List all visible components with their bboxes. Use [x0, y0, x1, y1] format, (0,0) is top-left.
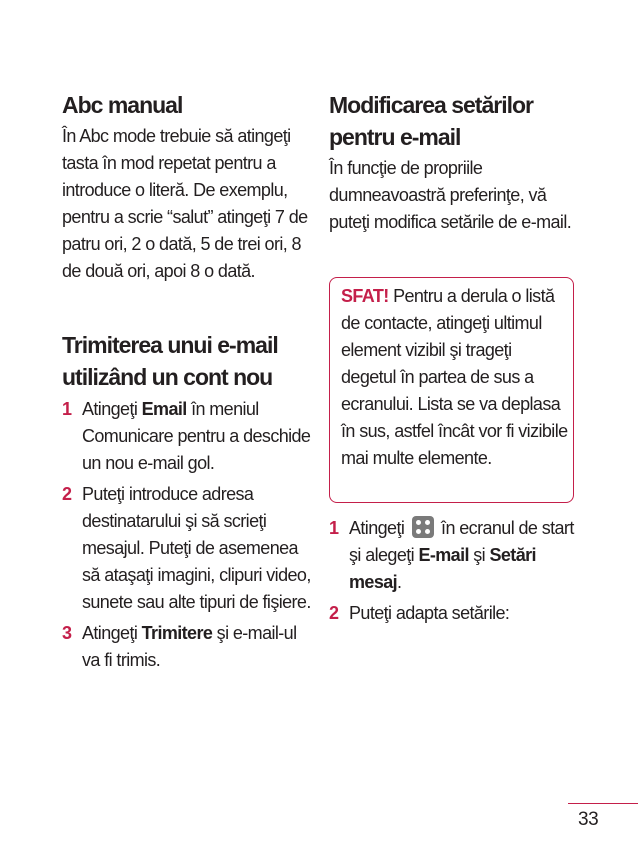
- page-number-rule: [568, 803, 638, 804]
- step-text-part: Atingeţi: [82, 399, 142, 419]
- step-bold: Trimitere: [141, 623, 213, 643]
- step-number: 3: [62, 623, 73, 643]
- send-steps-list: [62, 396, 314, 674]
- step-text: Puteţi adapta setările:: [349, 603, 510, 623]
- step-bold: Email: [141, 399, 187, 419]
- step-number: 1: [62, 399, 73, 419]
- step-text-part: şi e-mail-ul va fi trimis.: [82, 623, 297, 670]
- list-item: [62, 620, 314, 674]
- step-text-part: Atingeţi: [349, 518, 409, 538]
- step-text-part: Atingeţi: [82, 623, 142, 643]
- tip-body: Pentru a derula o listă de contacte, atingeţi ultimul element vizibil şi trageţi degetul în partea de sus a ecranului. Lista se va deplasa în sus, astfel încât vor fi vizibile mai multe elemente.: [341, 286, 568, 468]
- step-text: [82, 620, 314, 674]
- step-number: 2: [62, 484, 73, 504]
- send-email-heading: Trimiterea unui e-mail utilizând un cont nou: [62, 332, 278, 390]
- step-number: 2: [329, 603, 340, 623]
- tip-text: [341, 283, 569, 472]
- step-text: [82, 396, 314, 477]
- step-text-part: în ecranul de start şi alegeţi: [349, 518, 574, 565]
- page-number: 33: [578, 809, 599, 830]
- step-text-part: .: [397, 572, 402, 592]
- step-number: 1: [329, 518, 340, 538]
- apps-grid-icon: [412, 516, 434, 538]
- tip-box: [329, 277, 574, 503]
- list-item: [329, 600, 589, 627]
- list-item: [62, 481, 314, 616]
- settings-steps-list: [329, 515, 579, 627]
- abc-manual-heading: Abc manual: [62, 92, 183, 118]
- step-bold: Setări mesaj: [349, 545, 536, 592]
- list-item: [62, 396, 314, 477]
- step-text: Puteţi introduce adresa destinatarului şi să scrieţi mesajul. Puteţi de asemenea să ataşaţi imagini, clipuri video, sunete sau alte tipuri de fişiere.: [82, 484, 311, 612]
- list-item: [329, 515, 589, 596]
- email-settings-intro: În funcţie de propriile dumneavoastră preferinţe, vă puteţi modifica setările de e-mail.: [329, 158, 572, 232]
- step-text-part: şi: [468, 545, 490, 565]
- email-settings-heading: Modificarea setărilor pentru e-mail: [329, 92, 533, 150]
- tip-label: SFAT!: [341, 286, 389, 306]
- step-text: [349, 515, 589, 596]
- step-bold: E-mail: [418, 545, 469, 565]
- step-text-part: în meniul Comunicare pentru a deschide un nou e-mail gol.: [82, 399, 311, 473]
- abc-manual-text: În Abc mode trebuie să atingeţi tasta în mod repetat pentru a introduce o literă. De exemplu, pentru a scrie “salut” atingeţi 7 de patru ori, 2 o dată, 5 de trei ori, 8 de două ori, apoi 8 o dată.: [62, 126, 308, 281]
